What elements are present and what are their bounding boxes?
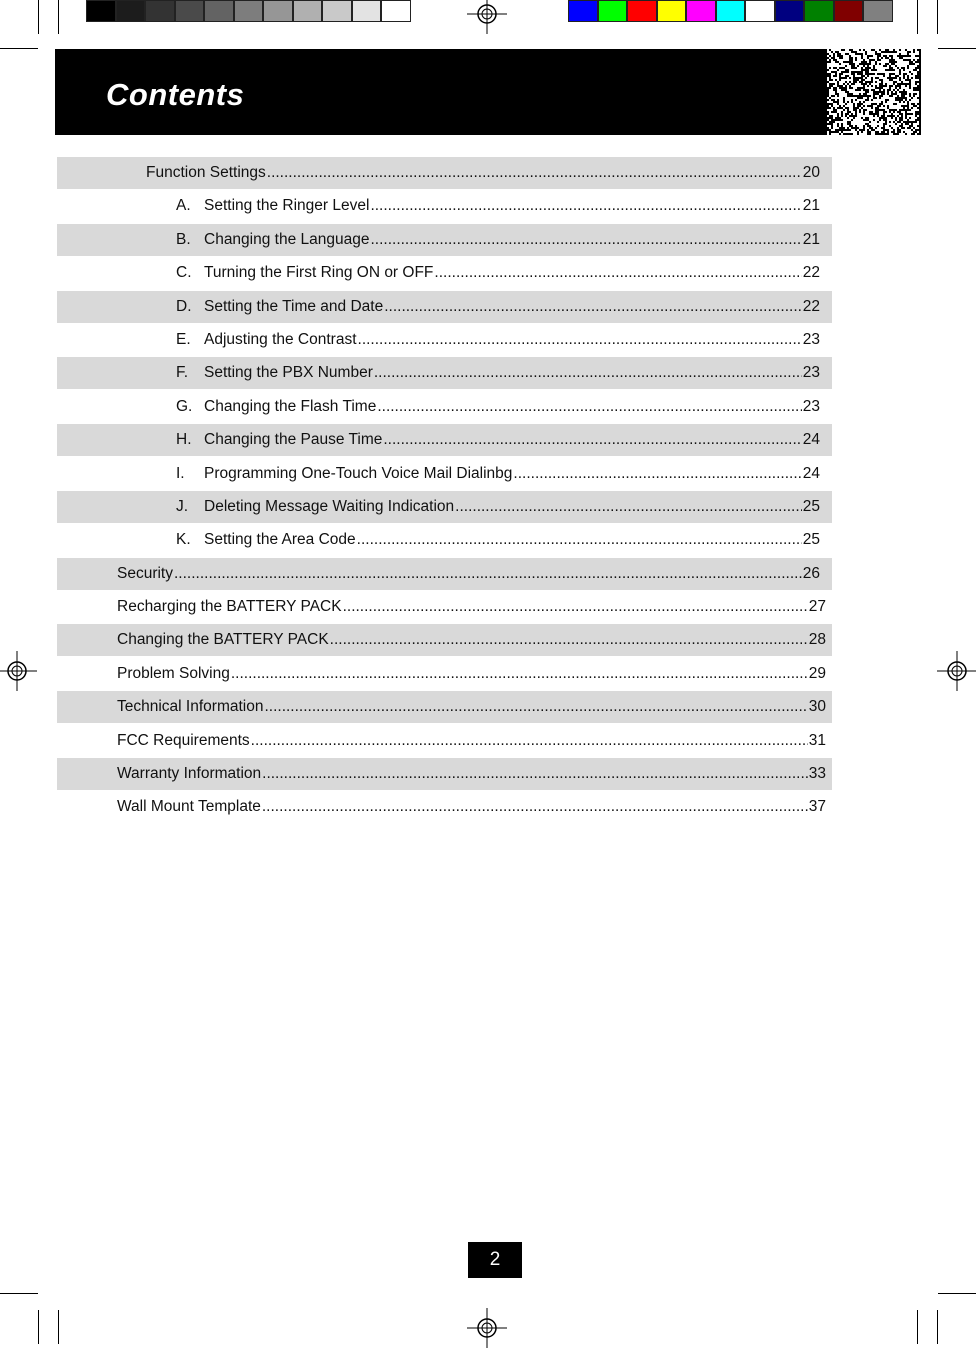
dot-leader xyxy=(264,698,807,716)
toc-entry-page: 29 xyxy=(808,664,826,682)
toc-entry-label: Recharging the BATTERY PACK xyxy=(117,598,342,616)
toc-entry-page: 25 xyxy=(802,531,820,549)
calibration-swatch xyxy=(804,0,834,22)
dot-leader xyxy=(357,531,802,549)
crop-mark xyxy=(917,1310,918,1344)
crop-mark xyxy=(937,0,938,34)
toc-entry-label: Setting the PBX Number xyxy=(204,364,373,382)
toc-entry-letter: C. xyxy=(176,264,192,282)
toc-entry-letter: A. xyxy=(176,197,191,215)
toc-entry-letter: J. xyxy=(176,497,189,515)
toc-entry[interactable] xyxy=(57,458,832,490)
dot-leader xyxy=(384,298,802,316)
toc-entry[interactable] xyxy=(57,758,832,790)
calibration-swatch xyxy=(716,0,746,22)
toc-entry[interactable] xyxy=(57,357,832,389)
toc-entry-letter: G. xyxy=(176,397,193,415)
toc-entry-page: 21 xyxy=(802,230,820,248)
dot-leader xyxy=(358,331,802,349)
dot-leader xyxy=(377,398,801,416)
toc-entry[interactable] xyxy=(57,324,832,356)
toc-entry[interactable] xyxy=(57,524,832,556)
dot-leader xyxy=(174,565,802,583)
dot-leader xyxy=(343,598,808,616)
toc-entry-page: 24 xyxy=(802,431,820,449)
calibration-swatch xyxy=(686,0,716,22)
crop-mark xyxy=(938,1293,976,1294)
toc-entry[interactable] xyxy=(57,157,832,189)
calibration-swatch xyxy=(322,0,352,22)
toc-entry-label: Function Settings xyxy=(146,164,266,181)
toc-entry-letter: H. xyxy=(176,431,192,449)
toc-entry-label: Warranty Information xyxy=(117,765,262,783)
crop-mark xyxy=(0,1293,38,1294)
toc-entry[interactable] xyxy=(57,424,832,456)
calibration-swatch xyxy=(145,0,175,22)
dot-leader xyxy=(231,665,808,683)
calibration-swatch xyxy=(745,0,775,22)
toc-entry[interactable] xyxy=(57,391,832,423)
dot-leader xyxy=(383,431,801,449)
page-number: 2 xyxy=(468,1242,522,1278)
toc-entry-label: Technical Information xyxy=(117,698,264,716)
toc-entry-label: Deleting Message Waiting Indication xyxy=(204,497,455,515)
registration-target-icon xyxy=(0,651,37,691)
calibration-swatch xyxy=(598,0,628,22)
dot-leader xyxy=(262,765,808,783)
registration-target-icon xyxy=(467,1308,507,1348)
dot-leader xyxy=(374,364,802,382)
toc-entry-label: Setting the Area Code xyxy=(204,531,356,549)
calibration-swatch xyxy=(234,0,264,22)
dot-leader xyxy=(330,631,808,649)
qr-code-icon xyxy=(827,49,919,135)
calibration-swatch xyxy=(657,0,687,22)
toc-entry-page: 20 xyxy=(802,164,820,181)
toc-entry-page: 23 xyxy=(802,330,820,348)
toc-entry-page: 21 xyxy=(802,197,820,215)
toc-entry[interactable] xyxy=(57,791,832,823)
calibration-swatch xyxy=(627,0,657,22)
calibration-swatch xyxy=(204,0,234,22)
toc-entry-label: Wall Mount Template xyxy=(117,798,261,816)
toc-entry-page: 25 xyxy=(802,497,820,515)
toc-entry-label: Changing the Pause Time xyxy=(204,431,383,449)
crop-mark xyxy=(38,0,39,34)
contents-header xyxy=(55,49,921,135)
toc-entry-label: Programming One-Touch Voice Mail Dialinbg xyxy=(204,464,513,482)
crop-mark xyxy=(937,1310,938,1344)
calibration-swatch xyxy=(263,0,293,22)
toc-entry-page: 33 xyxy=(808,765,826,783)
toc-entry-label: Problem Solving xyxy=(117,664,230,682)
toc-entry-label: Turning the First Ring ON or OFF xyxy=(204,264,434,282)
color-calibration-bar xyxy=(568,0,893,22)
toc-entry-letter: B. xyxy=(176,230,191,248)
toc-entry-label: FCC Requirements xyxy=(117,731,250,749)
toc-entry-page: 30 xyxy=(808,698,826,716)
calibration-swatch xyxy=(293,0,323,22)
crop-mark xyxy=(938,48,976,49)
toc-entry-page: 37 xyxy=(808,798,826,816)
toc-entry-page: 23 xyxy=(802,397,820,415)
toc-entry-page: 23 xyxy=(802,364,820,382)
calibration-swatch xyxy=(863,0,893,22)
calibration-swatch xyxy=(352,0,382,22)
calibration-swatch xyxy=(116,0,146,22)
dot-leader xyxy=(434,264,801,282)
dot-leader xyxy=(251,732,808,750)
toc-entry[interactable] xyxy=(57,257,832,289)
toc-entry-page: 22 xyxy=(802,297,820,315)
toc-entry-label: Changing the BATTERY PACK xyxy=(117,631,329,649)
dot-leader xyxy=(513,465,801,483)
calibration-swatch xyxy=(86,0,116,22)
page-title: Contents xyxy=(106,77,245,112)
toc-entry-page: 31 xyxy=(808,731,826,749)
dot-leader xyxy=(370,231,801,249)
toc-entry[interactable] xyxy=(57,291,832,323)
crop-mark xyxy=(38,1310,39,1344)
crop-mark xyxy=(58,0,59,34)
dot-leader xyxy=(267,164,802,182)
toc-entry-page: 26 xyxy=(802,564,820,582)
toc-entry-page: 22 xyxy=(802,264,820,282)
dot-leader xyxy=(455,498,802,516)
toc-entry[interactable] xyxy=(57,224,832,256)
calibration-swatch xyxy=(775,0,805,22)
toc-entry-label: Adjusting the Contrast xyxy=(204,330,357,348)
toc-entry-label: Security xyxy=(117,564,173,582)
crop-mark xyxy=(917,0,918,34)
toc-entry[interactable] xyxy=(57,725,832,757)
registration-target-icon xyxy=(937,651,976,691)
toc-entry[interactable] xyxy=(57,591,832,623)
registration-target-icon xyxy=(467,0,507,34)
toc-entry[interactable] xyxy=(57,658,832,690)
toc-entry-letter: I. xyxy=(176,464,185,482)
toc-entry[interactable] xyxy=(57,691,832,723)
calibration-swatch xyxy=(175,0,205,22)
toc-entry[interactable] xyxy=(57,558,832,590)
toc-entry-page: 27 xyxy=(808,598,826,616)
toc-entry-label: Changing the Flash Time xyxy=(204,397,377,415)
dot-leader xyxy=(262,798,808,816)
toc-entry-label: Changing the Language xyxy=(204,230,370,248)
dot-leader xyxy=(370,197,801,215)
crop-mark xyxy=(0,48,38,49)
calibration-swatch xyxy=(568,0,598,22)
table-of-contents xyxy=(57,157,832,825)
toc-entry[interactable] xyxy=(57,190,832,222)
toc-entry[interactable] xyxy=(57,491,832,523)
toc-entry-letter: K. xyxy=(176,531,191,549)
toc-entry-letter: D. xyxy=(176,297,192,315)
toc-entry-label: Setting the Ringer Level xyxy=(204,197,370,215)
toc-entry-page: 24 xyxy=(802,464,820,482)
crop-mark xyxy=(58,1310,59,1344)
calibration-swatch xyxy=(381,0,411,22)
toc-entry[interactable] xyxy=(57,624,832,656)
grayscale-calibration-bar xyxy=(86,0,411,22)
toc-entry-page: 28 xyxy=(808,631,826,649)
toc-entry-label: Setting the Time and Date xyxy=(204,297,384,315)
calibration-swatch xyxy=(834,0,864,22)
toc-entry-letter: F. xyxy=(176,364,189,382)
toc-entry-letter: E. xyxy=(176,330,191,348)
